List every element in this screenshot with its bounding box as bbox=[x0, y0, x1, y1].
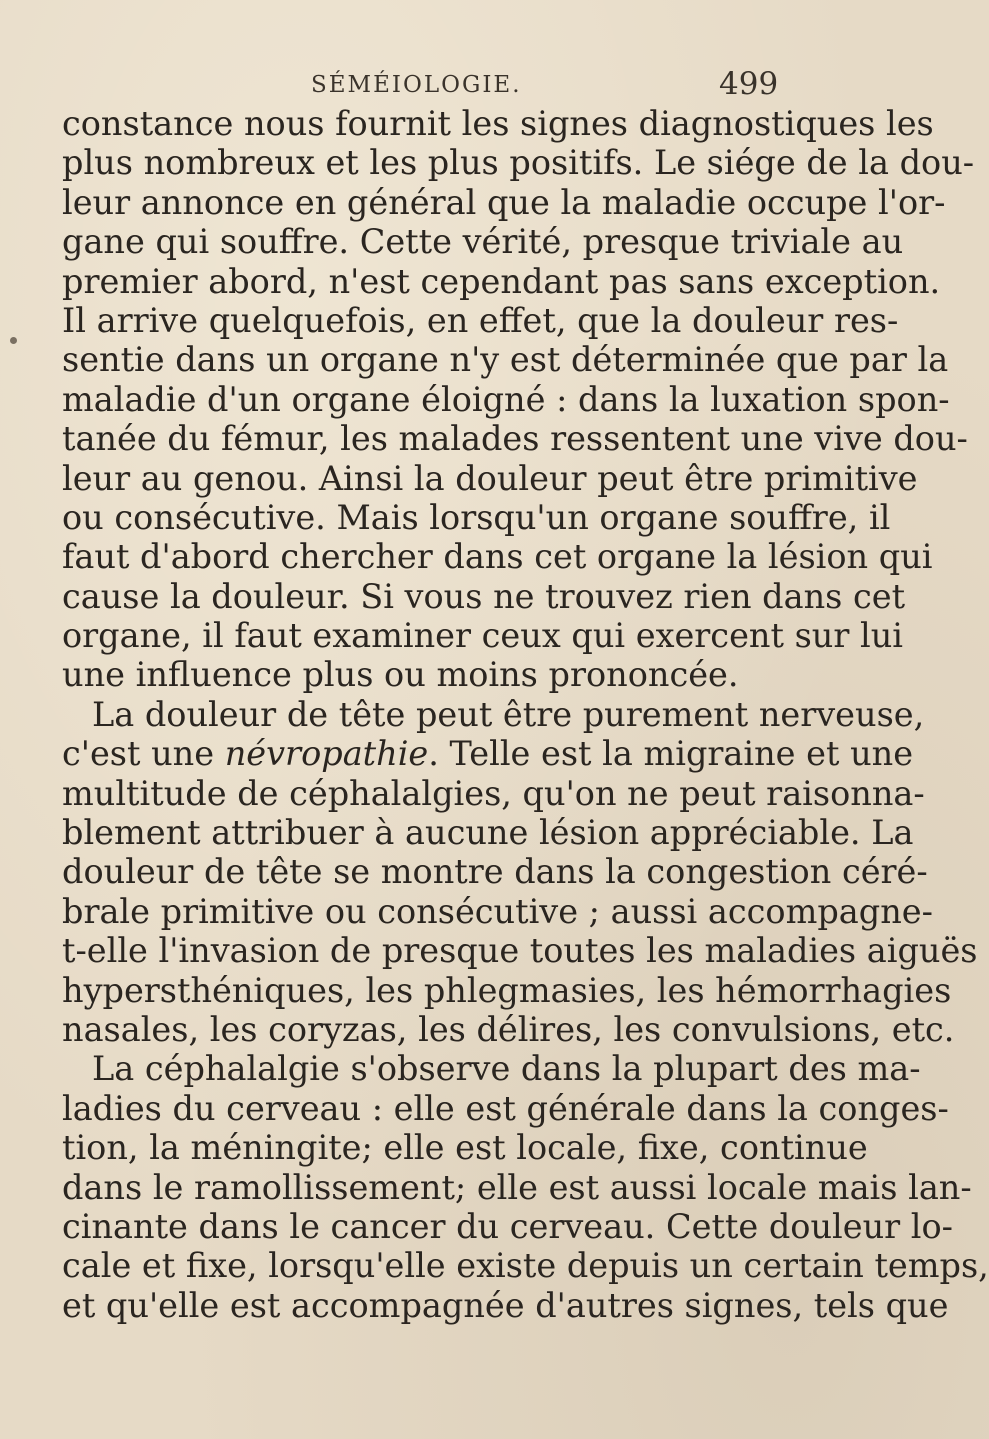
text-line: ladies du cerveau : elle est générale dans la conges- bbox=[62, 1088, 949, 1128]
text-line: tanée du fémur, les malades ressentent une vive dou- bbox=[62, 419, 968, 459]
text-line: douleur de tête se montre dans la congestion céré- bbox=[62, 852, 928, 892]
text-line-with-emphasis bbox=[62, 734, 914, 774]
text-line: multitude de céphalalgies, qu'on ne peut raisonna- bbox=[62, 773, 925, 813]
text-line: hypersthéniques, les phlegmasies, les hémorrhagies bbox=[62, 970, 952, 1010]
text-line: t-elle l'invasion de presque toutes les maladies aiguës bbox=[62, 931, 978, 971]
text-line: faut d'abord chercher dans cet organe la lésion qui bbox=[62, 537, 933, 577]
body-text bbox=[62, 104, 989, 1325]
text-line: Il arrive quelquefois, en effet, que la douleur res- bbox=[62, 300, 899, 340]
paragraph-start-line: La céphalalgie s'observe dans la plupart des ma- bbox=[92, 1049, 921, 1089]
text-line: gane qui souffre. Cette vérité, presque triviale au bbox=[62, 222, 904, 262]
page-number: 499 bbox=[719, 66, 779, 102]
text-line: leur au genou. Ainsi la douleur peut être primitive bbox=[62, 458, 918, 498]
text-line: blement attribuer à aucune lésion appréciable. La bbox=[62, 813, 914, 853]
text-line: dans le ramollissement; elle est aussi locale mais lan- bbox=[62, 1167, 972, 1207]
running-title: SÉMÉIOLOGIE. bbox=[311, 72, 522, 98]
text-segment: c'est une bbox=[62, 734, 225, 774]
paragraph-end-line: nasales, les coryzas, les délires, les convulsions, etc. bbox=[62, 1009, 955, 1049]
text-segment: . Telle est la migraine et une bbox=[428, 734, 914, 774]
paragraph-end-line: une influence plus ou moins prononcée. bbox=[62, 655, 739, 695]
text-line: et qu'elle est accompagnée d'autres signes, tels que bbox=[62, 1285, 949, 1325]
text-line: leur annonce en général que la maladie occupe l'or- bbox=[62, 182, 946, 222]
text-line: premier abord, n'est cependant pas sans exception. bbox=[62, 261, 941, 301]
text-line: maladie d'un organe éloigné : dans la luxation spon- bbox=[62, 379, 950, 419]
text-line: sentie dans un organe n'y est déterminée que par la bbox=[62, 340, 949, 380]
text-line: cale et fixe, lorsqu'elle existe depuis un certain temps, bbox=[62, 1246, 989, 1286]
text-line: organe, il faut examiner ceux qui exercent sur lui bbox=[62, 616, 904, 656]
text-line: cinante dans le cancer du cerveau. Cette douleur lo- bbox=[62, 1206, 954, 1246]
text-line: tion, la méningite; elle est locale, fixe, continue bbox=[62, 1128, 868, 1168]
text-line: brale primitive ou consécutive ; aussi accompagne- bbox=[62, 891, 933, 931]
emphasized-term: névropathie bbox=[224, 734, 429, 774]
text-line: constance nous fournit les signes diagnostiques les bbox=[62, 104, 934, 143]
text-line: plus nombreux et les plus positifs. Le siége de la dou- bbox=[62, 143, 975, 183]
paragraph-start-line: La douleur de tête peut être purement nerveuse, bbox=[92, 694, 925, 734]
text-line: cause la douleur. Si vous ne trouvez rien dans cet bbox=[62, 576, 906, 616]
text-line: ou consécutive. Mais lorsqu'un organe souffre, il bbox=[62, 497, 891, 537]
ink-speck bbox=[10, 337, 17, 344]
